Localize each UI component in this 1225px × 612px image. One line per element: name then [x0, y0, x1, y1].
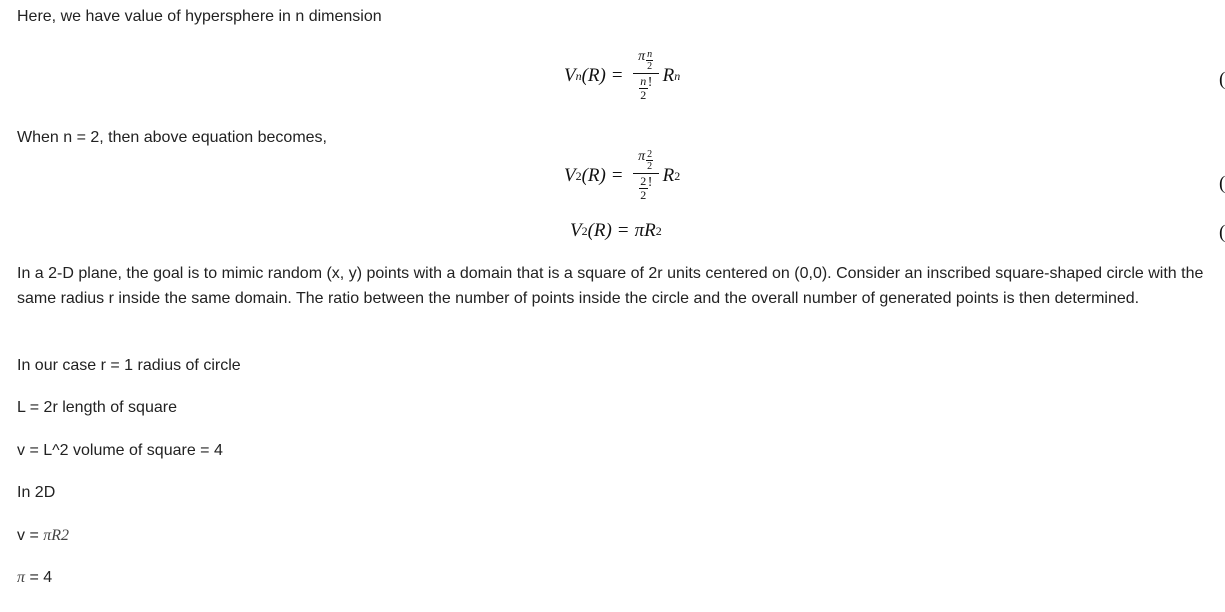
- volume-line: v = L^2 volume of square = 4: [17, 442, 223, 459]
- eq1-number: (: [1219, 69, 1225, 90]
- equation-hypersphere-volume: V n (R) = π $\frac{n}{2}$ $\frac{n}{2}$ ! R n: [564, 49, 681, 102]
- v-formula-line: [17, 526, 69, 546]
- length-line: L = 2r length of square: [17, 399, 177, 416]
- paragraph-description: In a 2-D plane, the goal is to mimic random (x, y) points with a domain that is a square of 2r units centered on (0,0). Consider an inscribed square-shaped circle with the same radius r inside the same domain. The ratio between the number of points inside the circle and the overall number of generated points is then determined.: [17, 265, 1204, 307]
- intro-text: Here, we have value of hypersphere in n dimension: [17, 8, 382, 25]
- v-formula: πR2: [43, 527, 70, 544]
- eq3-number: (: [1219, 222, 1225, 243]
- eq2-equals: =: [611, 164, 623, 186]
- eq1-pi: π: [638, 49, 646, 64]
- eq2-fraction: [633, 150, 659, 201]
- eq2-pi: π: [638, 149, 646, 164]
- eq1-exp-den: 2: [647, 61, 653, 72]
- eq1-den-num: n: [640, 74, 647, 88]
- eq2-exp-num: 2: [647, 149, 653, 160]
- eq1-lhs-arg: (R): [581, 64, 606, 86]
- pi-value-line: [17, 568, 52, 588]
- radius-line: In our case r = 1 radius of circle: [17, 357, 241, 374]
- eq2-den-den: 2: [640, 188, 647, 202]
- eq1-equals: =: [611, 64, 623, 86]
- eq2-lhs-v: V: [564, 164, 576, 186]
- eq3-lhs-arg: (R): [587, 220, 612, 241]
- eq2-lhs-arg: (R): [581, 164, 606, 186]
- eq2-exp-den: 2: [647, 161, 653, 172]
- pi-value: = 4: [25, 569, 53, 586]
- eq2-den-num: 2: [640, 174, 647, 188]
- eq1-den-den: 2: [640, 88, 647, 102]
- eq1-exp-num: n: [647, 49, 653, 60]
- eq3-lhs-v: V: [570, 220, 582, 241]
- eq1-lhs-v: V: [564, 64, 576, 86]
- in-2d-line: In 2D: [17, 484, 56, 501]
- eq3-rhs: πR: [634, 220, 656, 241]
- equation-circle-area: V 2 (R) = πR 2: [570, 220, 662, 241]
- eq1-r: R: [662, 64, 675, 86]
- eq2-factorial: !: [647, 175, 653, 190]
- pi-symbol: π: [17, 569, 26, 586]
- eq3-equals: =: [617, 220, 629, 241]
- when-n2-text: When n = 2, then above equation becomes,: [17, 129, 327, 146]
- eq1-fraction: [633, 50, 659, 101]
- eq1-factorial: !: [647, 75, 653, 90]
- eq2-r: R: [662, 164, 675, 186]
- v-prefix: v =: [17, 527, 44, 544]
- eq2-number: (: [1219, 173, 1225, 194]
- equation-circle-area-general: V 2 (R) = π $\frac{2}{2}$ $\frac{2}{2}$ ! R 2: [564, 149, 681, 202]
